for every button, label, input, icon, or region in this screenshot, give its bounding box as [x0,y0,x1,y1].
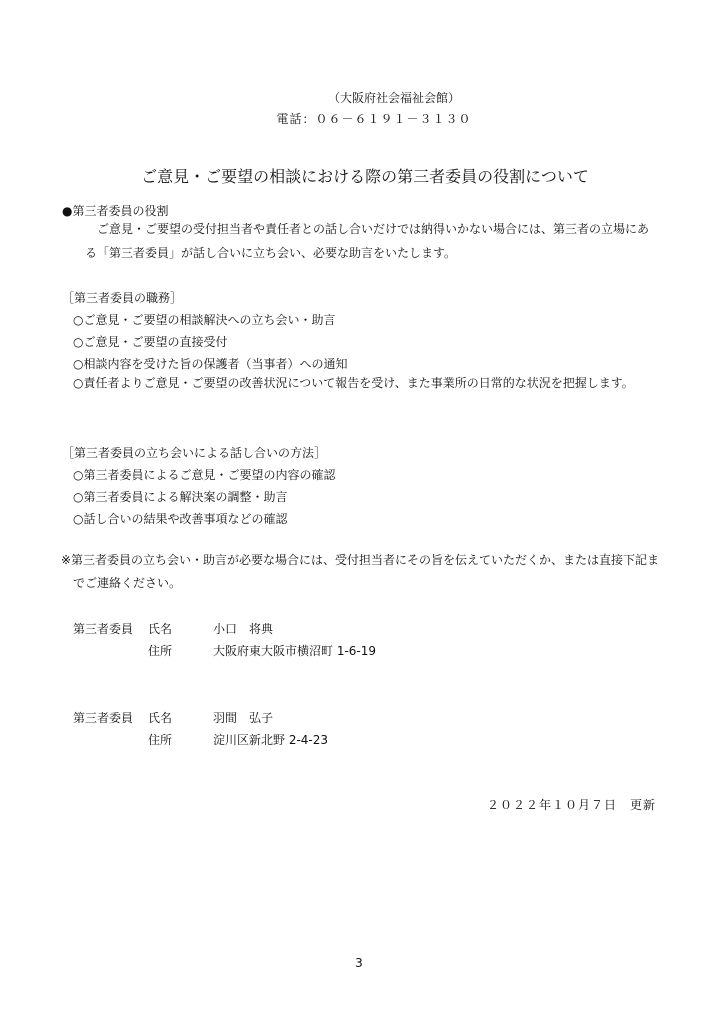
method-item: ○第三者委員によるご意見・ご要望の内容の確認 [73,468,336,482]
committee-member-name: 小口 将典 [213,622,274,636]
name-label: 氏名 [148,622,173,636]
duty-item: ○相談内容を受けた旨の保護者（当事者）への通知 [73,357,348,371]
method-item: ○第三者委員による解決案の調整・助言 [73,490,288,504]
address-label: 住所 [148,733,173,747]
committee-member-name: 羽間 弘子 [213,711,274,725]
role-description: ご意見・ご要望の受付担当者や責任者との話し合いだけでは納得いかない場合には、第三者の立場にある「第三者委員」が話し合いに立ち会い、必要な助言をいたします。 [85,222,650,260]
method-item: ○話し合いの結果や改善事項などの確認 [73,512,288,526]
duties-heading: ［第三者委員の職務］ [62,291,183,305]
name-label: 氏名 [148,711,173,725]
committee-member-address: 淀川区新北野 2-4-23 [213,733,329,747]
committee-member-address: 大阪府東大阪市横沼町 1-6-19 [213,644,377,658]
organization-name: （大阪府社会福祉会館） [327,91,460,105]
duty-item: ○ご意見・ご要望の相談解決への立ち会い・助言 [73,313,336,327]
contact-note: ※第三者委員の立ち会い・助言が必要な場合には、受付担当者にその旨を伝えていただくか、または直接下記までご連絡ください。 [61,553,660,590]
duty-item: ○責任者よりご意見・ご要望の改善状況について報告を受け、また事業所の日常的な状況を把握します。 [73,376,634,390]
committee-role-label: 第三者委員 [73,622,134,636]
updated-date: ２０２２年１０月７日 更新 [486,798,656,812]
methods-heading: ［第三者委員の立ち会いによる話し合いの方法］ [62,446,327,460]
phone-number: 電話：０６－６１９１－３１３０ [276,112,472,126]
duty-item: ○ご意見・ご要望の直接受付 [73,335,228,349]
committee-role-label: 第三者委員 [73,711,134,725]
page-number: 3 [355,956,363,970]
role-heading: ●第三者委員の役割 [62,204,169,218]
page-title: ご意見・ご要望の相談における際の第三者委員の役割について [141,167,589,186]
address-label: 住所 [148,644,173,658]
